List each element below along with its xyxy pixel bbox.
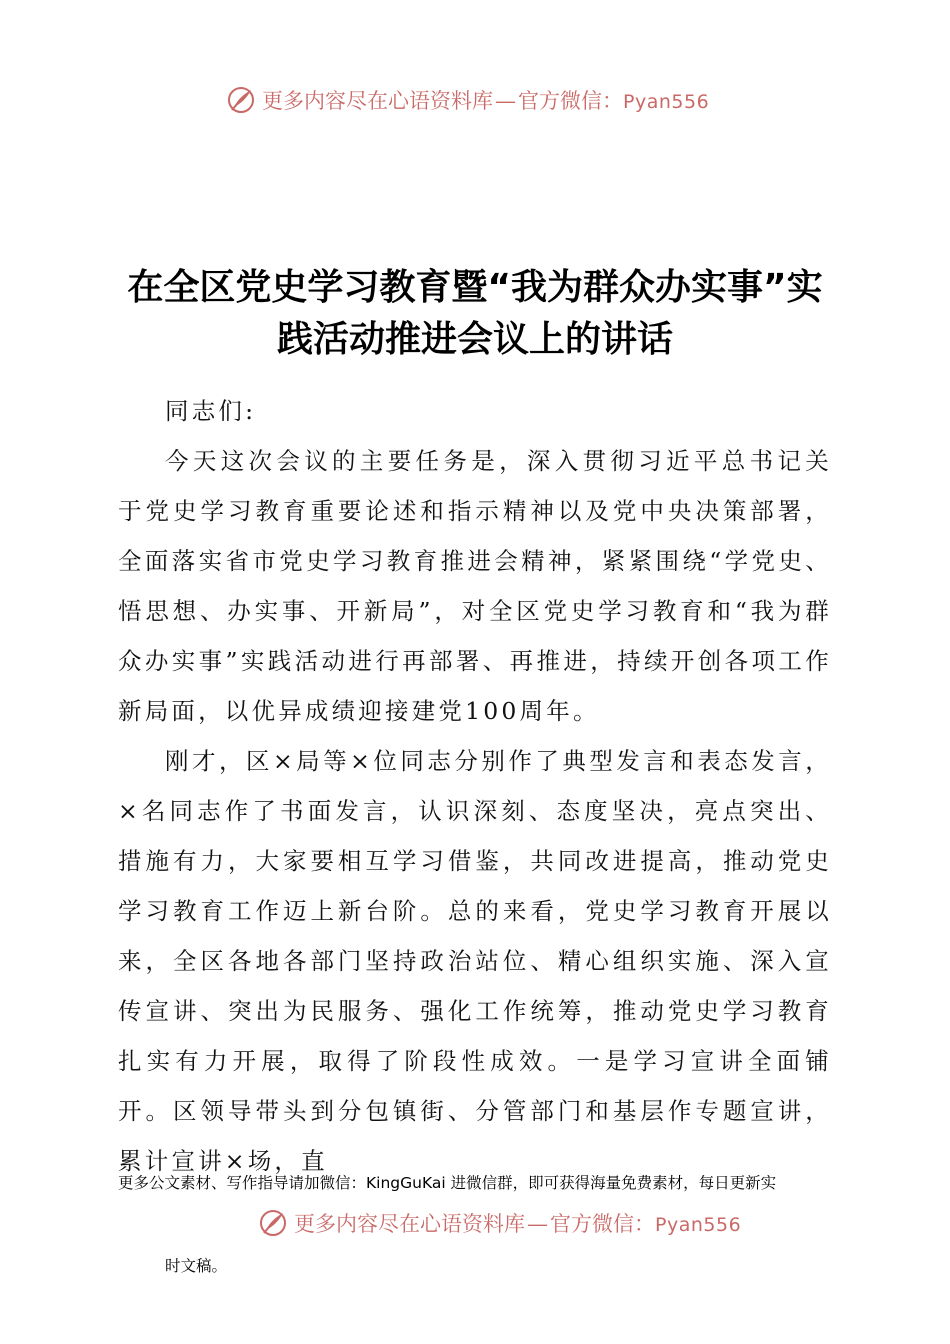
watermark-contact-id: Pyan556 <box>655 1214 742 1236</box>
watermark-contact-id: Pyan556 <box>623 91 710 113</box>
watermark-contact-label: 官方微信： <box>550 1212 655 1236</box>
salutation: 同志们: <box>165 397 257 425</box>
footer-note-tail: 时文稿。 <box>165 1257 228 1275</box>
header-watermark <box>226 85 709 115</box>
watermark-label: 更多内容尽在心语资料库 <box>262 89 493 113</box>
footer-watermark <box>258 1208 741 1238</box>
watermark-separator: — <box>495 89 516 113</box>
watermark-separator: — <box>527 1212 548 1236</box>
quill-pen-logo-icon <box>258 1208 288 1238</box>
paragraph-2: 刚才，区×局等×位同志分别作了典型发言和表态发言，×名同志作了书面发言，认识深刻、态度坚决，亮点突出、措施有力，大家要相互学习借鉴，共同改进提高，推动党史学习教育工作迈上新台阶。总的来看，党史学习教育开展以来，全区各地各部门坚持政治站位、精心组织实施、深入宣传宣讲、突出为民服务、强化工作统筹，推动党史学习教育扎实有力开展，取得了阶段性成效。一是学习宣讲全面铺开。区领导带头到分包镇街、分管部门和基层作专题宣讲，累计宣讲×场，直 <box>118 747 832 1175</box>
title-line-1: 在全区党史学习教育暨“我为群众办实事”实 <box>127 267 823 308</box>
footer-note: 更多公文素材、写作指导请加微信：KingGuKai 进微信群，即可获得海量免费素材，每日更新实 <box>118 1174 777 1192</box>
watermark-label: 更多内容尽在心语资料库 <box>294 1212 525 1236</box>
document-title <box>110 262 840 366</box>
paragraph-1: 今天这次会议的主要任务是，深入贯彻习近平总书记关于党史学习教育重要论述和指示精神以及党中央决策部署，全面落实省市党史学习教育推进会精神，紧紧围绕“学党史、悟思想、办实事、开新局”，对全区党史学习教育和“我为群众办实事”实践活动进行再部署、再推进，持续开创各项工作新局面，以优异成绩迎接建党100周年。 <box>118 447 832 725</box>
quill-pen-logo-icon <box>226 85 256 115</box>
title-line-2: 践活动推进会议上的讲话 <box>276 319 673 360</box>
watermark-contact-label: 官方微信： <box>518 89 623 113</box>
document-body <box>118 386 832 1186</box>
